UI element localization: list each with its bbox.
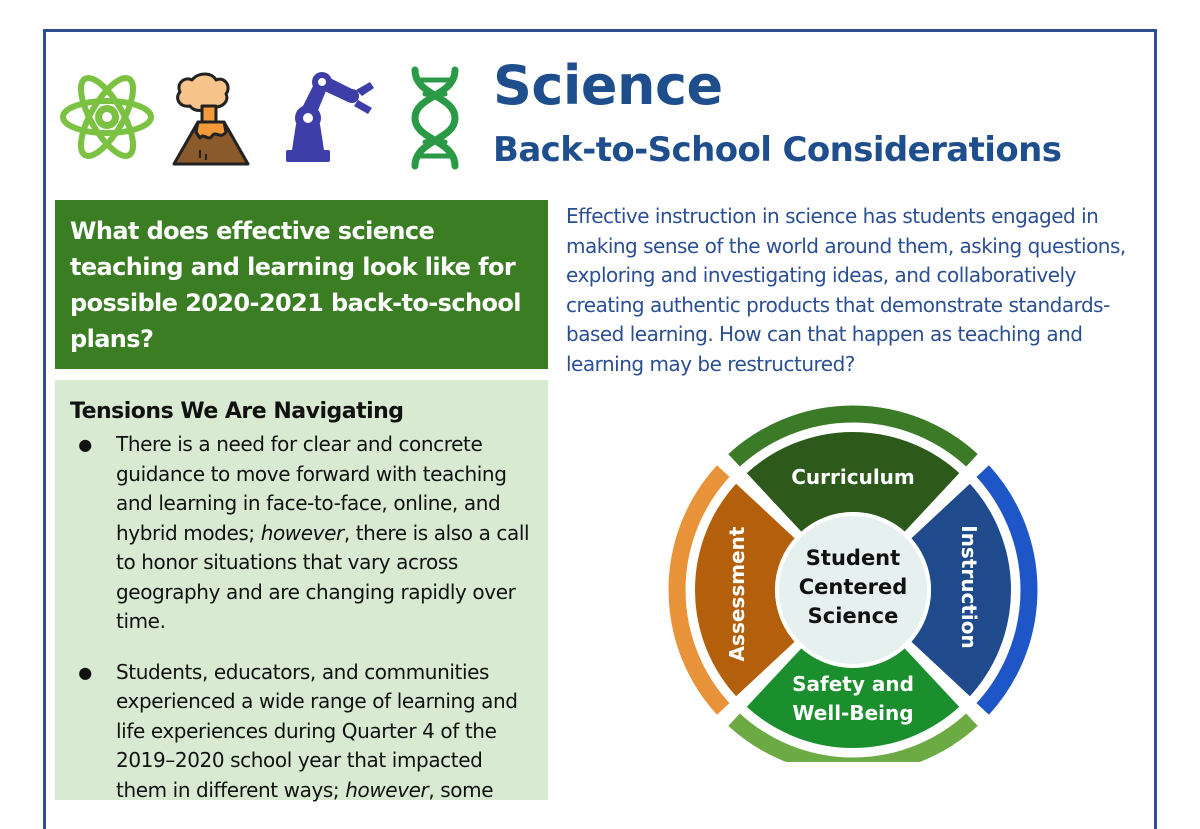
list-item-emphasis: however: [260, 520, 344, 545]
student-centered-science-wheel: [650, 402, 1060, 762]
segment-label-safety-line2: Well-Being: [792, 701, 914, 725]
tensions-box: [55, 380, 548, 800]
list-item-emphasis: however: [345, 777, 429, 802]
segment-label-safety-line1: Safety and: [792, 672, 914, 696]
center-label-line1: Student: [805, 546, 901, 570]
volcano-icon: [170, 70, 252, 168]
intro-paragraph: Effective instruction in science has students engaged in making sense of the world around them, asking questions, exploring and investigating ideas, and collaboratively creating authentic products that demonstrate standards-based learning. How can that happen as teaching and learning may be restructured?: [566, 204, 1126, 376]
dna-icon: [405, 66, 465, 170]
segment-label-curriculum: Curriculum: [791, 465, 915, 489]
tensions-list: [70, 430, 538, 805]
page-title: Science: [493, 54, 723, 117]
list-item: [70, 430, 538, 637]
list-item-text: There is a need for clear and concrete guidance to move forward with teaching and learning in face-to-face, online, and hybrid modes;: [116, 432, 507, 545]
list-item: [70, 658, 538, 806]
segment-label-instruction: Instruction: [957, 525, 981, 649]
tensions-heading: Tensions We Are Navigating: [70, 399, 404, 424]
atom-icon: [58, 64, 156, 170]
page-subtitle: Back-to-School Considerations: [493, 130, 1062, 170]
bullet-icon: ●: [78, 662, 92, 682]
list-item-text: , some: [428, 777, 494, 802]
list-item-text: Students, educators, and communities experienced a wide range of learning and life experiences during Quarter 4 of the 2019–2020 school year that impacted them in different ways;: [116, 659, 518, 802]
question-text: What does effective science teaching and learning look like for possible 2020-2021 back-to-school plans?: [70, 217, 521, 353]
center-label-line3: Science: [807, 604, 899, 628]
question-box: [55, 200, 548, 369]
robot-arm-icon: [278, 68, 378, 166]
list-item-text: , there is also a call to honor situations that vary across geography and are changing rapidly over time.: [116, 520, 530, 633]
segment-label-assessment: Assessment: [725, 526, 749, 662]
bullet-icon: ●: [78, 435, 92, 454]
center-label-line2: Centered: [798, 575, 908, 599]
